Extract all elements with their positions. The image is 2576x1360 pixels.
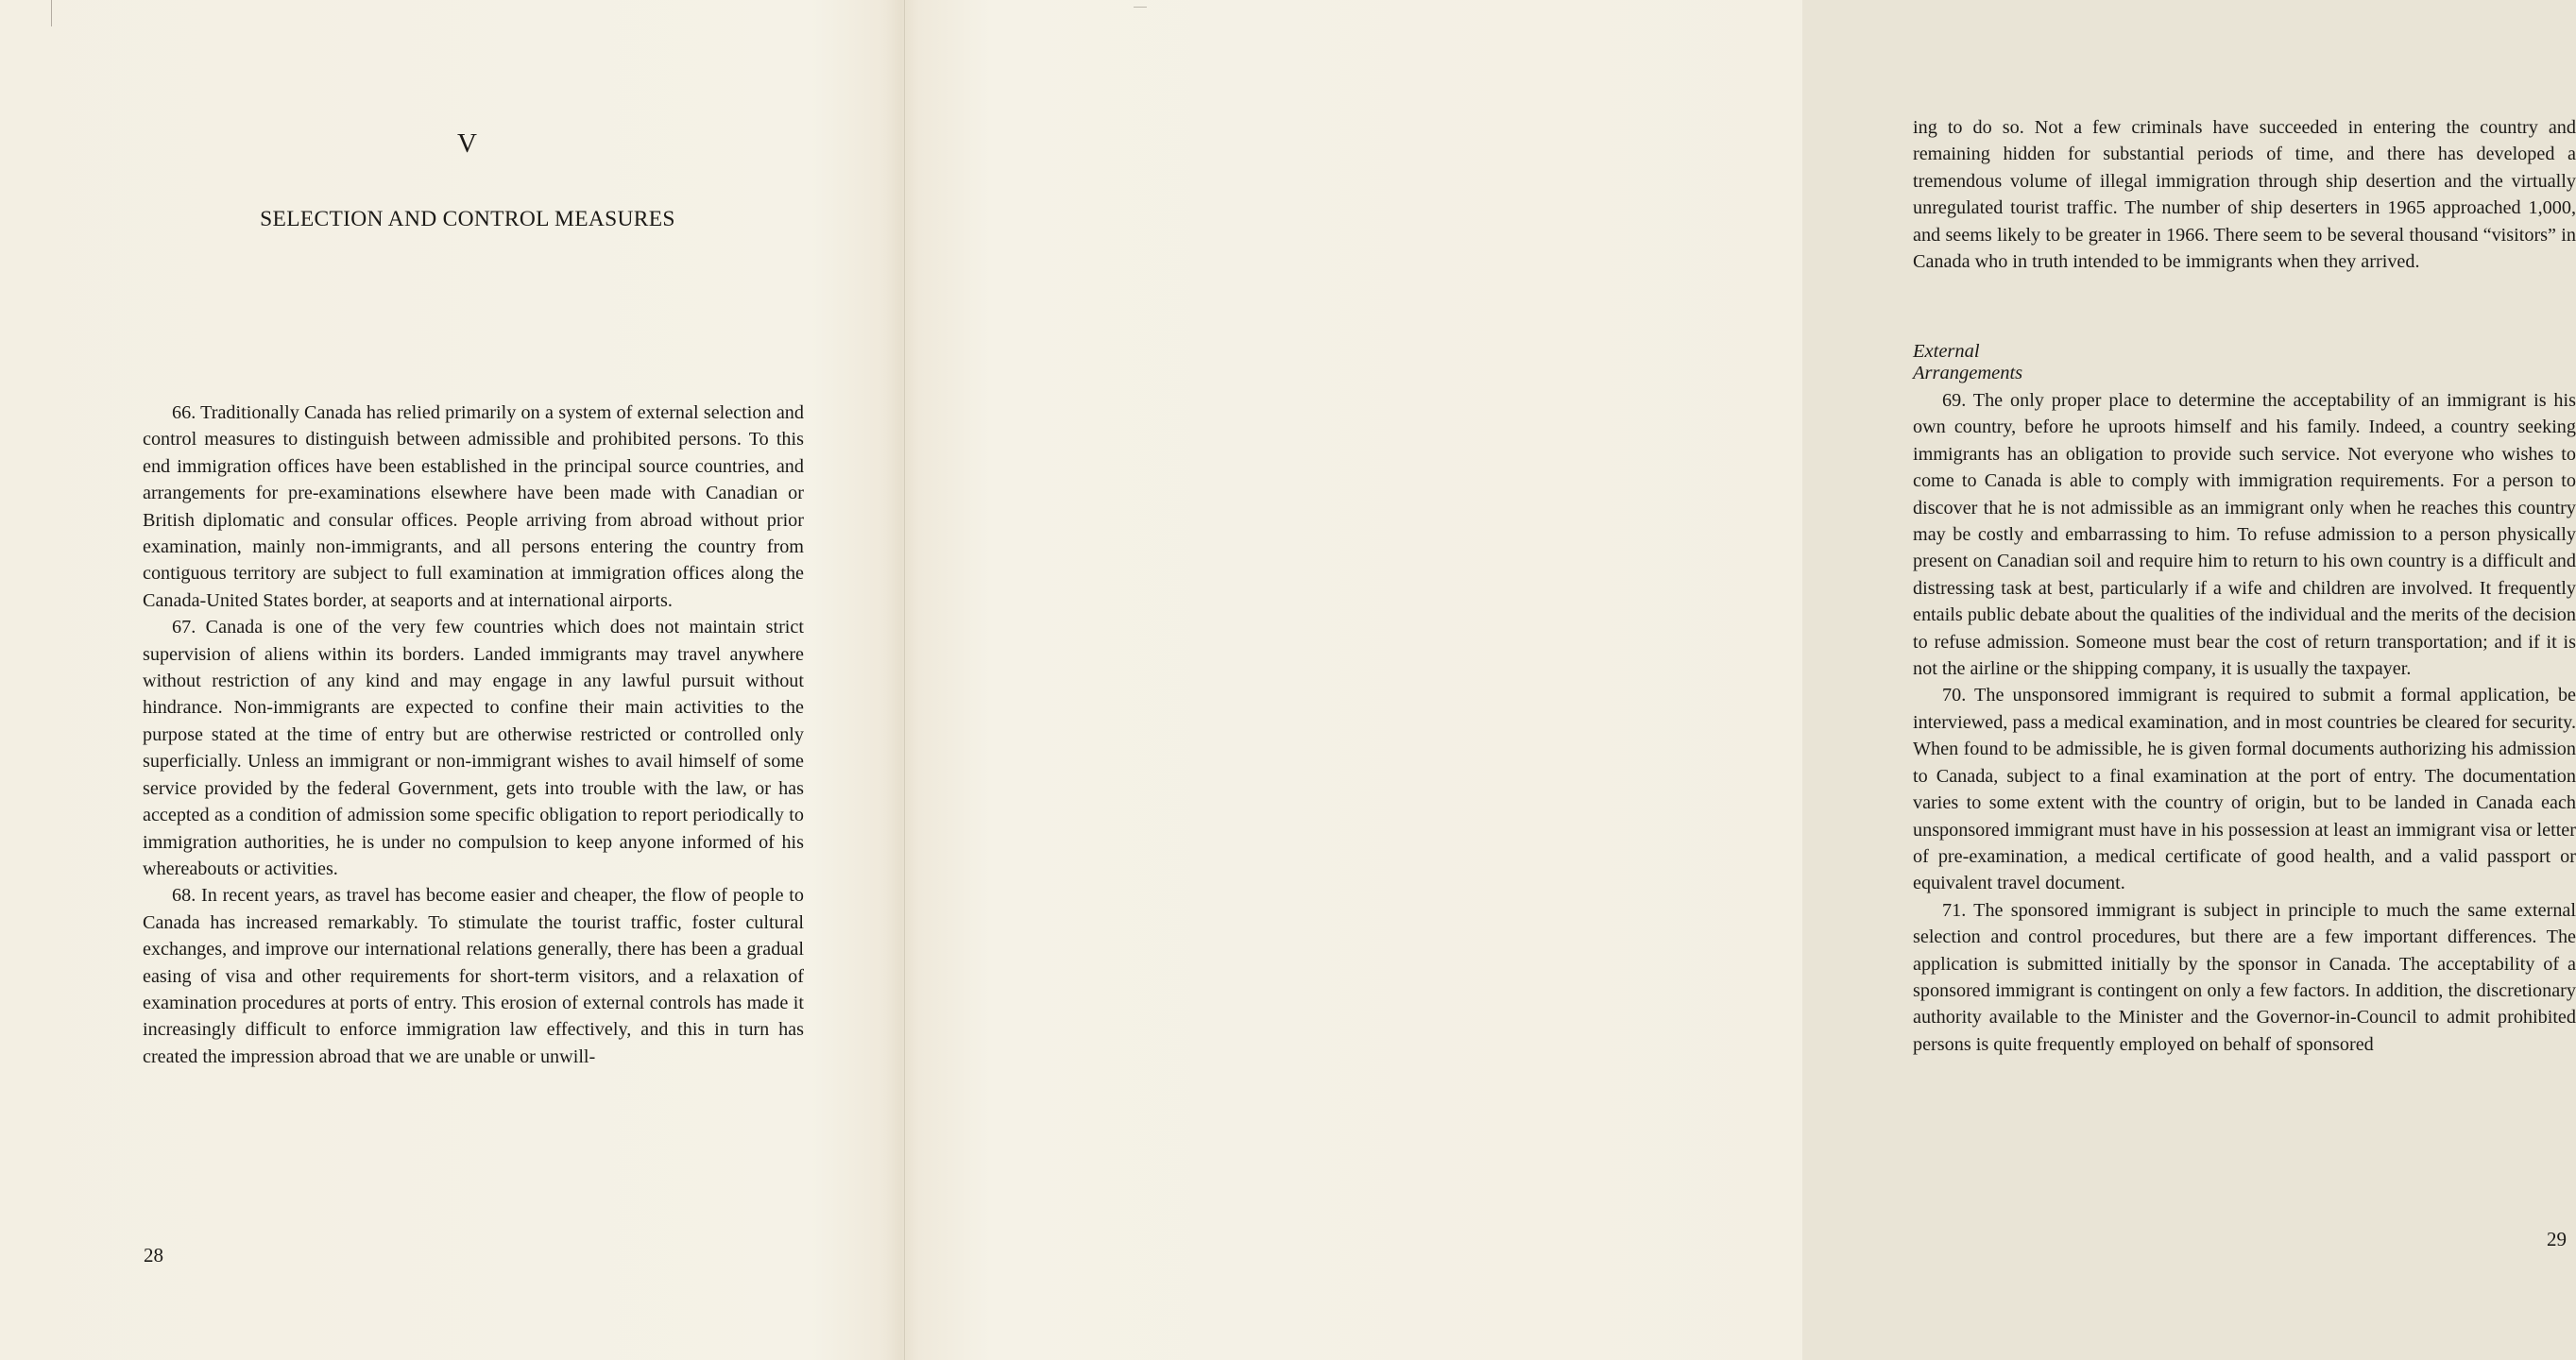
paragraph-69: 69. The only proper place to determine the acceptability of an immigrant is his own country, before he uproots himself and his family. Indeed, a country seeking immigrants has an obligation to provide such service. Not everyone who wishes to come to Canada is able to comply with immigration requirements. For a person to discover that he is not admissible as an immigrant only when he reaches this country may be costly and embarrassing to him. To refuse admission to a person physically present on Canadian soil and require him to return to his own country is a difficult and distressing task at best, particularly if a wife and children are involved. It frequently entails public debate about the qualities of the individual and the merits of the decision to refuse admission. Someone must bear the cost of return transportation; and if it is not the airline or the shipping company, it is usually the taxpayer. bbox=[1913, 390, 2576, 680]
paragraph-70: 70. The unsponsored immigrant is required to submit a formal application, be interviewed, pass a medical examination, and in most countries be cleared for security. When found to be admissible, he is given formal documents authorizing his admission to Canada, subject to a final examination at the port of entry. The documentation varies to some extent with the country of origin, but to be landed in Canada each unsponsored immigrant must have in his possession at least an immigrant visa or letter of pre-examination, a medical certificate of good health, and a valid passport or equivalent travel document. bbox=[1913, 685, 2576, 894]
page-number-right: 29 bbox=[2547, 1228, 2567, 1250]
section-heading: External Arrangements bbox=[1913, 341, 2023, 383]
paragraph-68-continuation: ing to do so. Not a few criminals have succeeded in entering the country and remaining hidden for substantial periods of time, and there has developed a tremendous volume of illegal immigration through ship desertion and the virtually unregulated tourist traffic. The number of ship deserters in 1965 approached 1,000, and seems likely to be greater in 1966. There seem to be several thousand “visitors” in Canada who in truth intended to be immigrants when they arrived. bbox=[1913, 117, 2576, 273]
chapter-title: SELECTION AND CONTROL MEASURES bbox=[260, 207, 675, 231]
page-number-left: 28 bbox=[144, 1244, 163, 1266]
paragraph-71: 71. The sponsored immigrant is subject in principle to much the same external selection and control procedures, but there are a few important differences. The application is submitted initially by the sponsor in Canada. The acceptability of a sponsored immigrant is contingent on only a few factors. In addition, the discretionary authority available to the Minister and the Governor-in-Council to admit prohibited persons is quite frequently employed on behalf of sponsored bbox=[1913, 899, 2576, 1055]
right-page-body bbox=[1913, 387, 2576, 1058]
chapter-number: V bbox=[457, 128, 478, 159]
paragraph-66: 66. Traditionally Canada has relied primarily on a system of external selection and control measures to distinguish between admissible and prohibited persons. To this end immigration offices have been established in the principal source countries, and arrangements for pre-examinations elsewhere have been made with Canadian or British diplomatic and consular offices. People arriving from abroad without prior examination, mainly non-immigrants, and all persons entering the country from contiguous territory are subject to full examination at immigration offices along the Canada-United States border, at seaports and at international airports. bbox=[143, 402, 804, 611]
left-page-body bbox=[143, 400, 804, 1070]
paragraph-67: 67. Canada is one of the very few countries which does not maintain strict supervision of aliens within its borders. Landed immigrants may travel anywhere without restriction of any kind and may engage in any lawful pursuit without hindrance. Non-immigrants are expected to confine their main activities to the purpose stated at the time of entry but are otherwise restricted or controlled only superficially. Unless an immigrant or non-immigrant wishes to avail himself of some service provided by the federal Government, gets into trouble with the law, or has accepted as a condition of admission some specific obligation to report periodically to immigration authorities, he is under no compulsion to keep anyone informed of his whereabouts or activities. bbox=[143, 617, 804, 879]
right-page-continuation bbox=[1913, 114, 2576, 275]
right-page bbox=[901, 0, 2576, 1360]
left-page bbox=[0, 0, 901, 1360]
paragraph-68: 68. In recent years, as travel has become easier and cheaper, the flow of people to Canada has increased remarkably. To stimulate the tourist traffic, foster cultural exchanges, and improve our international relations generally, there has been a gradual easing of visa and other requirements for short-term visitors, and a relaxation of examination procedures at ports of entry. This erosion of external controls has made it increasingly difficult to enforce immigration law effectively, and this in turn has created the impression abroad that we are unable or unwill- bbox=[143, 885, 804, 1067]
